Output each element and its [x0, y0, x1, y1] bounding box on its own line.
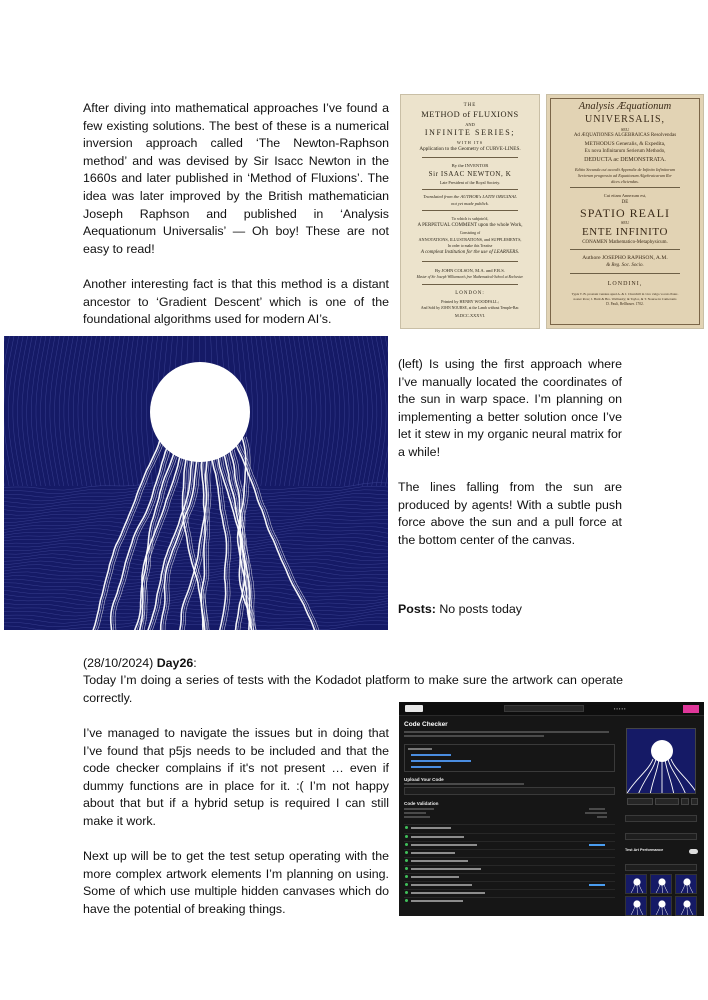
book1-line: A PERPETUAL COMMENT upon the whole Work, [417, 223, 523, 228]
book1-line: Translated from the AUTHOR's LATIN ORIGINAL [423, 194, 517, 199]
book2-line: SEU [620, 127, 630, 132]
day26-colon: : [193, 656, 197, 670]
check-row-divider [404, 849, 615, 850]
screenshot-upload-field [404, 787, 615, 795]
check-ok-icon [405, 875, 408, 878]
sun-circle [150, 362, 250, 462]
book1-line: METHOD of FLUXIONS [421, 110, 519, 119]
check-ok-icon [405, 899, 408, 902]
check-row [411, 844, 477, 846]
posts-label: Posts: [398, 602, 436, 616]
posts-line [398, 601, 622, 619]
book1-line: By the INVENTOR [451, 163, 489, 168]
book1-line: WITH ITS [456, 140, 484, 145]
book1-line: Application to the Geometry of CURVE-LINES. [419, 146, 521, 152]
artwork-thumbnail [675, 896, 697, 916]
book1-line: M.DCC.XXXVI. [454, 313, 486, 318]
book2-line: SEU [620, 220, 630, 225]
book2-line: Serierum progressio ad Equationum Algebraicarum Ra- [577, 173, 673, 178]
book1-line: Sir ISAAC NEWTON, K [428, 170, 512, 178]
screenshot-capture-field [625, 833, 697, 840]
check-ok-icon [405, 851, 408, 854]
book1-line: INFINITE SERIES; [424, 128, 516, 137]
artwork-caption [398, 356, 622, 550]
book2-line: Authore JOSEPHO RAPHSON, A.M. [582, 255, 668, 261]
artwork-canvas [4, 336, 388, 630]
screenshot-test-heading: Test Art Performance [625, 848, 664, 852]
check-row-divider [404, 889, 615, 890]
check-row [411, 876, 459, 878]
check-ok-icon [405, 867, 408, 870]
check-row-divider [404, 857, 615, 858]
book1-line: AND [465, 122, 475, 127]
check-row [411, 884, 472, 886]
artwork-thumbnail [625, 896, 647, 916]
check-row-divider [404, 833, 615, 834]
posts-value: No posts today [435, 602, 522, 616]
artwork-thumbnail [625, 874, 647, 894]
check-ok-icon [405, 826, 408, 829]
book2-line: UNIVERSALIS, [584, 114, 666, 125]
check-row-divider [404, 824, 615, 825]
artwork-thumbnail [650, 874, 672, 894]
book2-line: Ex nova Infinitarum Serierum Methodo, [584, 149, 666, 154]
book1-line: To which is subjoin'd, [451, 216, 489, 221]
book1-line: LONDON: [455, 291, 485, 296]
book2-line: & Reg. Soc. Socio. [606, 263, 644, 268]
book1-line: In order to make this Treatise [447, 244, 493, 248]
book2-line: METHODUS Generalis, & Expedita, [584, 141, 666, 147]
day26-label: Day26 [156, 656, 194, 670]
check-ok-icon [405, 859, 408, 862]
book2-line: Cui etiam Annexum est, [603, 193, 647, 198]
screenshot-count-field [625, 864, 697, 871]
caption-paragraph-1: (left) Is using the first approach where I’ve manually located the coordinates of the sun in warp space. I’m planning on implementing a better solution once I’ve let it stew in my organic neural matrix for a while! [398, 357, 622, 459]
book1-line: By JOHN COLSON, M.A. and F.R.S. [435, 268, 505, 273]
check-ok-icon [405, 883, 408, 886]
kodadot-code-checker-screenshot [399, 702, 704, 916]
check-row [411, 868, 481, 870]
screenshot-more-button [691, 798, 698, 805]
book2-line: CONAMEN Mathematico-Metaphysicum. [582, 240, 668, 245]
check-row-divider [404, 897, 615, 898]
screenshot-toggle [689, 849, 698, 854]
book2-line: Editio Secunda cui accedit Appendix de Infinito Infinitorum [574, 167, 676, 172]
screenshot-replay-button [655, 798, 679, 805]
book1-line: Printed by HENRY WOODFALL; [441, 299, 499, 304]
check-details-link [589, 884, 605, 886]
check-row-divider [404, 865, 615, 866]
book2-line: Typis T. B. prostant venales apud A. & J. Churchill in vico vulgo vocato Pater- [571, 292, 679, 296]
check-ok-icon [405, 835, 408, 838]
intro-text [83, 100, 389, 329]
book1-line: A compleat Institution for the use of LEARNERS. [420, 250, 520, 255]
book2-line: D. Pauli, Bellhouer. 1702. [606, 302, 644, 306]
book1-line: Master of Sir Joseph Williamson's free Mathematical-School at Rochester. [416, 275, 524, 279]
check-row [411, 892, 485, 894]
sun-warp-artwork [4, 336, 388, 630]
check-row [411, 836, 464, 838]
screenshot-search-box [504, 705, 584, 712]
check-row [411, 827, 451, 829]
book1-line: And Sold by JOHN NOURSE, at the Lamb without Temple-Bar. [420, 306, 520, 310]
check-row [411, 900, 463, 902]
screenshot-new-hash-button [627, 798, 653, 805]
screenshot-resources-box [404, 744, 615, 772]
book1-line: Late President of the Royal Society. [439, 180, 501, 185]
caption-paragraph-2: The lines falling from the sun are produced by agents! With a subtle push force above the sun and a pull force at the bottom center of the canvas. [398, 480, 622, 547]
book2-line: ENTE INFINITO [581, 226, 669, 238]
check-ok-icon [405, 891, 408, 894]
screenshot-title: Code Checker [404, 721, 448, 728]
intro-paragraph-2: Another interesting fact is that this method is a distant ancestor to ‘Gradient Descent’ which is one of the foundational algorithms used for modern AI’s. [83, 276, 389, 327]
book1-line: THE [463, 103, 477, 108]
screenshot-expand-button [681, 798, 689, 805]
check-row [411, 852, 455, 854]
book2-line: DE [621, 200, 629, 205]
book1-line: not yet made publick. [451, 201, 489, 206]
intro-paragraph-1: After diving into mathematical approaches I’ve found a few existing solutions. The best of these is a numerical inversion approach called ‘The Newton-Raphson method’ and was devised by Sir Isacc Newton in the 1660s and later published in ‘Method of Fluxions’. The idea was later improved by the British mathematician Joseph Raphson and published in ‘Analysis Aequationum Universalis’ — Oh boy! These are not easy to read! [83, 101, 389, 256]
screenshot-art-preview [626, 728, 696, 794]
check-row [411, 860, 468, 862]
day26-heading [83, 655, 623, 673]
day26-paragraph-1: Today I’m doing a series of tests with the Kodadot platform to make sure the artwork can operate correctly. [83, 673, 623, 705]
day26-paragraph-3: Next up will be to get the test setup operating with the more complex artwork elements I’m planning on using. Some of which use multiple hidden canvases which do have the potential of breaking things. [83, 849, 389, 916]
check-row-divider [404, 873, 615, 874]
method-of-fluxions-title-page [400, 94, 540, 329]
analysis-aequationum-title-page [546, 94, 704, 329]
book1-line: ANNOTATIONS, ILLUSTRATIONS, and SUPPLEMENTS, [418, 237, 522, 242]
check-row-divider [404, 881, 615, 882]
screenshot-nav: ▪ ▪ ▪ ▪ ▪ [614, 706, 626, 711]
book2-line: SPATIO REALI [580, 206, 670, 220]
book2-line: DEDUCTA ac DEMONSTRATA. [584, 157, 666, 163]
screenshot-connect-button [683, 705, 699, 713]
day26-date: (28/10/2024) [83, 656, 157, 670]
artwork-thumbnail [675, 874, 697, 894]
book2-line: Ad ÆQUATIONES ALGEBRAICAS Resolvendas [573, 133, 677, 138]
kodadot-logo [405, 705, 423, 712]
check-row-divider [404, 841, 615, 842]
artwork-thumbnail [650, 896, 672, 916]
day26-body [83, 725, 389, 919]
screenshot-hash-field [625, 815, 697, 822]
check-details-link [589, 844, 605, 846]
check-ok-icon [405, 843, 408, 846]
book1-line: Consisting of [459, 231, 481, 235]
screenshot-upload-heading: Upload Your Code [404, 777, 444, 782]
book2-line: noster Row; J. Buttt & Bro. Wellnesly; & Taylor, & T. Nourse in Cameronis [573, 297, 677, 301]
book2-line: LONDINI, [607, 281, 643, 287]
screenshot-validation-heading: Code Validation [404, 801, 439, 806]
book2-line: dices eliciendas. [611, 179, 639, 184]
book2-line: Analysis Æquationum [578, 101, 672, 112]
day26-paragraph-2: I’ve managed to navigate the issues but in doing that I’ve found that p5js needs to be included and that the code checker complains if it's not present … even if dummy functions are in place for it. :( I’m not happy about that but if a hybrid setup is required I can still make it work. [83, 726, 389, 828]
